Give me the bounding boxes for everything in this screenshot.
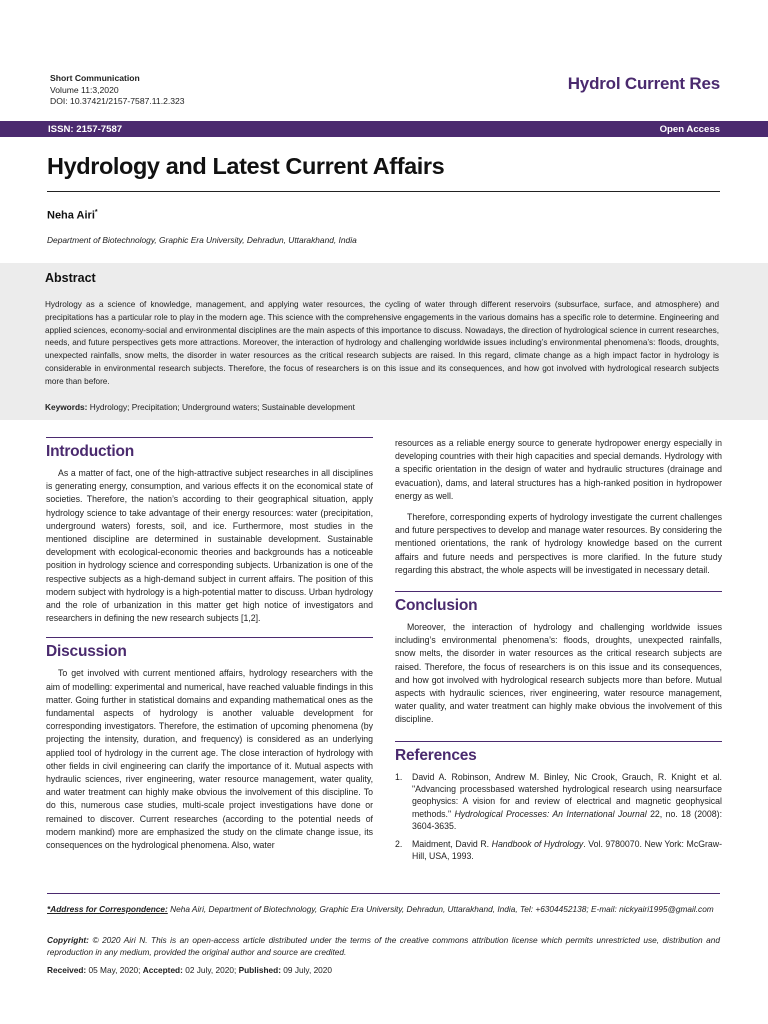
reference-journal: Handbook of Hydrology — [491, 838, 584, 849]
accepted-label: Accepted: — [142, 965, 183, 975]
received-label: Received: — [47, 965, 87, 975]
article-title: Hydrology and Latest Current Affairs — [47, 153, 445, 179]
section-divider — [46, 637, 373, 638]
discussion-paragraph-continued: resources as a reliable energy source to generate hydropower energy especially in developing countries with their high capacities and special demands. Hydrology with a specific orientation in the design of water and hydraulic structures (drainage and evacuation), dams, and lateral structures has a high-ranked position in hydropower energy as well. — [395, 438, 722, 501]
reference-number: 1. — [395, 771, 403, 782]
footer-divider — [47, 893, 720, 894]
author-name-text: Neha Airi — [47, 209, 95, 222]
keywords-list: Hydrology; Precipitation; Underground waters; Sustainable development — [89, 402, 355, 412]
volume-info: Volume 11:3,2020 — [50, 84, 119, 95]
copyright-text: © 2020 Airi N. This is an open-access article distributed under the terms of the creative commons attribution license which permits unrestricted use, distribution and reproduction in any medium, provided the original author and source are credited. — [47, 935, 720, 957]
article-type: Short Communication — [50, 73, 140, 83]
doi: DOI: 10.37421/2157-7587.11.2.323 — [50, 96, 185, 107]
references-heading: References — [395, 746, 477, 764]
article-meta — [50, 73, 185, 108]
journal-title: Hydrol Current Res — [567, 74, 720, 93]
published-date: 09 July, 2020 — [280, 965, 333, 975]
accepted-date: 02 July, 2020; — [182, 965, 239, 975]
author-name — [47, 209, 98, 222]
reference-item — [395, 838, 722, 863]
left-column — [46, 437, 373, 852]
section-divider — [395, 591, 722, 592]
copyright-note — [47, 935, 720, 959]
section-divider — [46, 437, 373, 438]
reference-item — [395, 771, 722, 833]
correspondence-label: *Address for Correspondence: — [47, 904, 168, 914]
author-affiliation: Department of Biotechnology, Graphic Era University, Dehradun, Uttarakhand, India — [47, 235, 357, 245]
correspondence-note — [47, 904, 720, 916]
discussion-paragraph: To get involved with current mentioned affairs, hydrology researchers with the aim of modelling: experimental and numerical, have reached valuable findings in this matter. Going further in statistical domains and expanding mathematical ones as the fundamental aspects of hydrology is another valuable development for corresponding investigators. Therefore, the estimation of upcoming phenomena (by projecting the intensity, duration, and frequency) is considered as an underlying applied tool of hydrology in the current age. The close interaction of hydrology with other fields in civil engineering can clarify the importance of it. Mutual aspects with hydraulic sciences, river engineering, water resource management, water quality, and water treatment can highly make obvious the involvement of this discipline. To do this, numerous case studies, multi-scale project investigations have done or remained to discover. Current researches (according to the potential needs of modern mankind) more are emphasized the study on the climate change issue, its consequences on the hydrological phenomena. Also, water — [46, 668, 373, 851]
section-divider — [395, 741, 722, 742]
reference-journal: Hydrological Processes: An International Journal — [454, 808, 647, 819]
publication-dates — [47, 965, 720, 977]
issn-label: ISSN: 2157-7587 — [48, 124, 123, 135]
received-date: 05 May, 2020; — [86, 965, 143, 975]
issn-banner — [0, 121, 768, 137]
abstract-heading: Abstract — [45, 271, 96, 285]
copyright-label: Copyright: — [47, 935, 89, 945]
reference-text: David A. Robinson, Andrew M. Binley, Nic Crook, Grauch, R. Knight et al. "Advancing processbased watershed hydrological research using nearsurface geophysics: A vision for and review of electrical and magnetic geophysical methods." — [412, 771, 722, 819]
abstract-text: Hydrology as a science of knowledge, management, and applying water resources, the cycling of water through different reservoirs (subsurface, surface, and atmosphere) and precipitations has a particular role to play in the modern age. This science with the comprehensive engagements in the various domains has a specific role to determine. Engineering and applied sciences, economy-social and environmental disciplines are the main aspects of this importance to discuss. Nowadays, the direction of hydrological science in current researches, needs, and future perspectives gets more attractions. Moreover, the interaction of hydrology and challenging worldwide issues including’s environmental phenomena’s: floods, droughts, unexpected rainfalls, snow melts, the disorder in water resources as the critical research subjects are raised. In this regard, climate change as a high impact factor in hydrology is considerable in environmental research subjects. Therefore, the focus of researchers is on this issue and its consequences, and how got involved with hydrological research subjects more than before. — [45, 300, 719, 386]
abstract-section — [0, 263, 768, 420]
keywords-label: Keywords: — [45, 402, 88, 412]
published-label: Published: — [238, 965, 281, 975]
reference-tail: 22, no. 18 (2008): 3604-3635. — [412, 808, 723, 832]
references-list — [395, 771, 722, 863]
keywords-line — [45, 402, 355, 412]
right-column — [395, 437, 722, 868]
reference-tail: . Vol. 9780070. New York: McGraw-Hill, USA, 1993. — [412, 838, 723, 862]
discussion-heading: Discussion — [46, 643, 127, 661]
title-divider — [47, 191, 720, 192]
introduction-paragraph: As a matter of fact, one of the high-attractive subject researches in all disciplines is generating energy, consumption, and various effects it on the economical state of societies. Therefore, the nation’s according to their geographical situation, apply hydrology science to take advantage of their energy resources: water (precipitation, underground waters) forests, soil, and ice. Furthermore, most studies in the mentioned discipline are determined in sustainable development. Sustainable development with ecological-economic theories and backgrounds has a noticeable position in hydrology science and corresponding subjects. Urbanization is one of the respective subjects as a high-demand subject in current affairs. The position of this modern subject with hydrology is a high-potential matter to discuss. Urban hydrology and the role of urbanization in this matter get high notice of investigators and researchers in defining the new research subjects [1,2]. — [46, 468, 373, 624]
introduction-heading: Introduction — [46, 443, 134, 460]
conclusion-heading: Conclusion — [395, 597, 478, 615]
author-mark: * — [94, 209, 98, 216]
discussion-paragraph-2: Therefore, corresponding experts of hydrology investigate the current challenges and future perspectives to develop and manage water resources. By considering the mentioned orientations, the rank of hydrology knowledge based on the current affairs and future needs and perspectives is more clarified. In the future study regarding this abstract, the whole aspects will be investigated in necessary detail. — [395, 512, 722, 575]
open-access-label: Open Access — [659, 124, 720, 135]
conclusion-paragraph: Moreover, the interaction of hydrology and challenging worldwide issues including’s environmental phenomena’s: floods, droughts, unexpected rainfalls, snow melts, the disorder in water resources as the critical research subjects are raised. Therefore, the focus of researchers is on this issue and its consequences, and how got involved with hydrological research subjects more than before. Mutual aspects with hydraulic sciences, river engineering, water resource management, water quality, and water treatment can highly make obvious the involvement of this discipline. — [395, 622, 722, 725]
reference-text: Maidment, David R. — [412, 838, 492, 849]
correspondence-text: Neha Airi, Department of Biotechnology, Graphic Era University, Dehradun, Uttarakhand, India, Tel: +6304452138; E-mail: nickyairi1995@gmail.com — [167, 904, 714, 914]
reference-number: 2. — [395, 838, 403, 849]
